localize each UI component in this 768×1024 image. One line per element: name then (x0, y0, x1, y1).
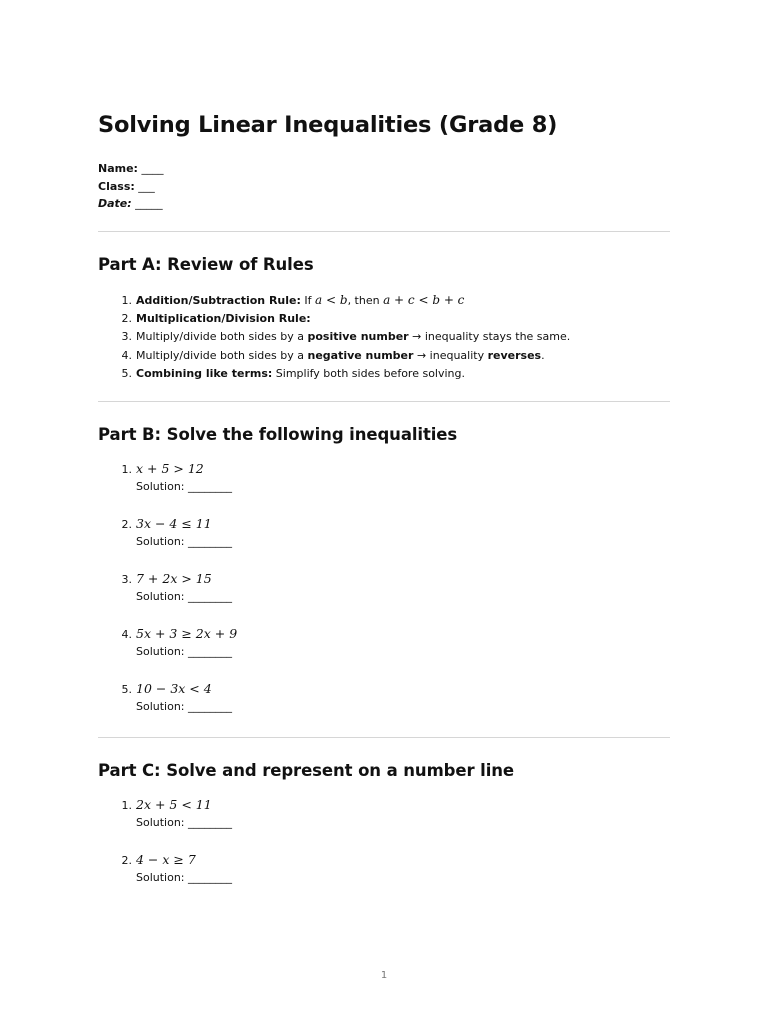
solution-blank: Solution: ________ (136, 816, 233, 829)
rule-text: If (300, 294, 316, 307)
item-number: 5. (121, 683, 132, 696)
name-label: Name: (98, 162, 138, 175)
name-line (98, 160, 163, 178)
solution-blank: Solution: ________ (136, 645, 233, 658)
list-item (98, 851, 232, 887)
part-a-heading: Part A: Review of Rules (98, 255, 314, 274)
name-blank: ____ (141, 162, 164, 175)
math-expression: 10 − 3x < 4 (136, 681, 212, 696)
math-expression: a < b (315, 293, 348, 307)
rule-text: Simplify both sides before solving. (272, 366, 466, 380)
page-number: 1 (380, 970, 388, 981)
item-number: 1. (121, 799, 132, 812)
class-line (98, 178, 163, 196)
item-number: 4. (121, 348, 132, 362)
rule-text: Multiply/divide both sides by a (136, 330, 308, 344)
rule-text: . (541, 348, 545, 362)
item-number: 2. (121, 854, 132, 867)
divider (98, 737, 670, 738)
list-item (98, 680, 232, 716)
list-item (98, 515, 232, 551)
divider (98, 401, 670, 402)
item-number: 1. (121, 294, 132, 307)
item-number: 3. (121, 330, 132, 344)
date-line (98, 195, 163, 213)
rule-text: Multiply/divide both sides by a (136, 348, 308, 362)
rules-list (98, 291, 670, 383)
class-blank: ___ (138, 179, 155, 193)
rule-title: Addition/Subtraction Rule: (136, 294, 301, 307)
rule-title: Multiplication/Division Rule: (136, 312, 311, 326)
math-expression: 7 + 2x > 15 (136, 571, 212, 586)
math-expression: 2x + 5 < 11 (136, 797, 212, 812)
list-item (98, 291, 670, 310)
rule-emphasis: reverses (487, 348, 542, 362)
page-title: Solving Linear Inequalities (Grade 8) (98, 112, 558, 138)
rule-text: → inequality stays the same. (408, 330, 571, 344)
math-expression: 4 − x ≥ 7 (136, 852, 196, 867)
list-item (98, 328, 670, 346)
rule-title: Combining like terms: (136, 366, 273, 380)
list-item (98, 310, 670, 328)
rule-emphasis: positive number (307, 330, 409, 344)
part-c-heading: Part C: Solve and represent on a number line (98, 761, 514, 780)
class-label: Class: (98, 179, 135, 193)
divider (98, 231, 670, 232)
item-number: 5. (121, 366, 132, 380)
item-number: 1. (121, 463, 132, 476)
date-label: Date: (98, 197, 132, 210)
part-b-heading: Part B: Solve the following inequalities (98, 425, 458, 444)
solution-blank: Solution: ________ (136, 871, 233, 884)
math-expression: x + 5 > 12 (136, 461, 204, 476)
list-item (98, 365, 670, 383)
solution-blank: Solution: ________ (136, 535, 233, 548)
item-number: 2. (121, 518, 132, 531)
list-item (98, 460, 232, 496)
student-info (98, 160, 163, 213)
list-item (98, 625, 237, 661)
list-item (98, 796, 232, 832)
item-number: 2. (121, 312, 132, 326)
date-blank: _____ (135, 197, 163, 210)
rule-emphasis: negative number (307, 348, 414, 362)
rule-text: → inequality (413, 348, 488, 362)
item-number: 4. (121, 628, 132, 641)
solution-blank: Solution: ________ (136, 480, 233, 493)
solution-blank: Solution: ________ (136, 700, 233, 713)
solution-blank: Solution: ________ (136, 590, 233, 603)
math-expression: 3x − 4 ≤ 11 (136, 516, 212, 531)
list-item (98, 570, 232, 606)
math-expression: a + c < b + c (383, 293, 465, 307)
rule-text: , then (347, 294, 384, 307)
list-item (98, 347, 670, 365)
item-number: 3. (121, 573, 132, 586)
math-expression: 5x + 3 ≥ 2x + 9 (136, 626, 238, 641)
